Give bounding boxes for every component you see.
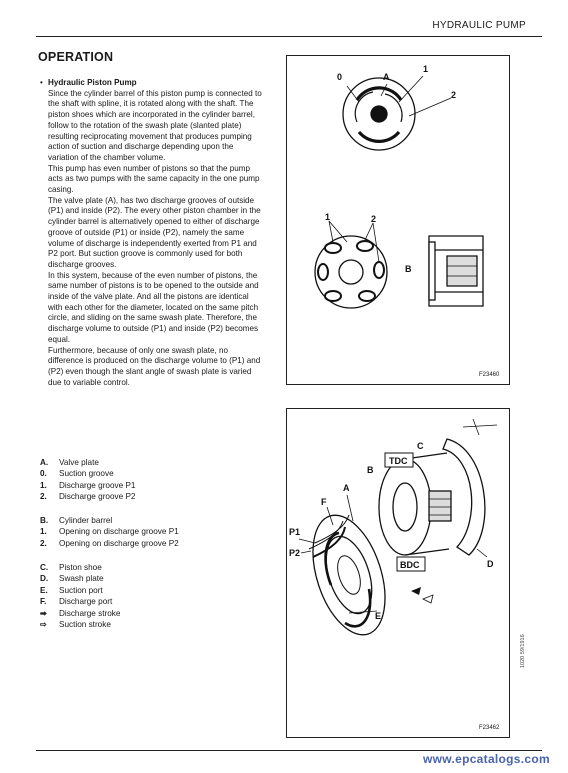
legend-label: Piston shoe: [59, 563, 102, 572]
legend-label: Valve plate: [59, 458, 99, 467]
legend-item: [40, 515, 270, 526]
fig1-label-barrel-2: 2: [371, 214, 377, 224]
paragraph: Since the cylinder barrel of this piston pump is connected to the shaft with spline, it is rotated along with the shaft. The piston shoes which are incorporated in the cylinder barrel, follow to the rotation of the swash plate (slanted plate) resulting reciprocating movement that produces pumping action of suction and discharge depending upon the variation of the chamber volume.: [48, 88, 262, 162]
swash-plate: [443, 419, 497, 557]
legend-key: F.: [40, 597, 47, 607]
legend-label: Suction port: [59, 585, 103, 595]
valve-plate-ring: [299, 506, 398, 644]
legend-label: Discharge stroke: [59, 608, 121, 618]
legend-item: [40, 491, 270, 502]
legend-label: Suction stroke: [59, 620, 111, 630]
legend-key: E.: [40, 585, 48, 595]
legend-key: 2.: [40, 492, 47, 502]
fig2-label-f: F: [321, 497, 327, 507]
body-text: [40, 78, 262, 388]
fig2-label-a: A: [343, 483, 350, 493]
legend-label: Discharge groove P2: [59, 492, 136, 502]
fig2-label-d: D: [487, 559, 494, 569]
valve-plate-disc: [343, 76, 451, 150]
legend-key: ⇨: [40, 620, 47, 630]
fig1-label-2: 2: [451, 90, 457, 100]
legend-label: Swash plate: [59, 574, 104, 584]
legend-key: ➡: [40, 608, 47, 618]
legend-key: B.: [40, 516, 49, 525]
figure-valve-plate: [286, 55, 510, 385]
legend-key: 1.: [40, 480, 47, 490]
legend-label: Opening on discharge groove P1: [59, 527, 179, 537]
legend-key: 1.: [40, 527, 47, 537]
legend-key: 0.: [40, 469, 47, 479]
legend-item: [40, 468, 270, 479]
header-rule: [36, 36, 542, 37]
legend-label: Discharge port: [59, 597, 113, 607]
legend-group-cylinder-barrel: [40, 515, 270, 549]
legend-label: Opening on discharge groove P2: [59, 538, 179, 548]
paragraph: In this system, because of the even number of pistons, the same number of pistons is to be opened to the outside and inside of the valve plate. And all the pistons are identical with each other for the diameter, located on the same pitch circle, and sliding on the same swash plate. Therefore, the discharge volume to outside (P1) and inside (P2) becomes equal.: [48, 270, 259, 344]
fig2-label-b: B: [367, 465, 374, 475]
figure1-code: F23460: [479, 372, 500, 378]
legend-item: [40, 573, 270, 584]
legend-key: C.: [40, 563, 49, 572]
fig1-label-0: 0: [337, 72, 343, 82]
legend-key: A.: [40, 458, 49, 467]
pump-assembly-drawing: [287, 409, 509, 737]
suction-arrow-icon: [423, 595, 433, 603]
legend-item: [40, 585, 270, 596]
legend-item: [40, 596, 270, 607]
legend-key: D.: [40, 574, 49, 584]
legend-item: [40, 608, 270, 619]
legend-label: Suction groove: [59, 469, 114, 479]
footer-rule: [36, 750, 542, 751]
legend-key: 2.: [40, 538, 47, 548]
legend-item: [40, 526, 270, 537]
legend-label: Discharge groove P1: [59, 480, 136, 490]
legend-item: [40, 480, 270, 491]
figure-pump-assembly: [286, 408, 510, 738]
legend-item: [40, 562, 270, 573]
fig2-label-bdc: BDC: [400, 560, 420, 570]
side-code: 1020 59/1916: [520, 634, 526, 668]
subheading: Hydraulic Piston Pump: [48, 78, 137, 87]
legend-label: Cylinder barrel: [59, 516, 113, 525]
legend-item: [40, 538, 270, 549]
fig2-label-e: E: [375, 611, 382, 621]
fig2-label-p2: P2: [289, 548, 301, 558]
paragraph: The valve plate (A), has two discharge grooves of outside (P1) and inside (P2). The every other piston chamber in the cylinder barrel is alternatively opened to either of discharge groove of outside (P1) or inside (P2), namely the same volume of discharge is independently exerted from P1 and P2 port. But suction groove is commonly used for both discharge grooves.: [48, 195, 261, 269]
bullet: •: [40, 78, 43, 87]
fig1-label-1: 1: [423, 64, 429, 74]
fig2-label-p1: P1: [289, 527, 301, 537]
fig1-label-b: B: [405, 264, 412, 274]
section-title: OPERATION: [38, 50, 114, 64]
legend-group-valve-plate: [40, 457, 270, 503]
cylinder-barrel-face: [315, 221, 387, 308]
paragraph: Furthermore, because of only one swash plate, no difference is produced on the discharge volume to (P1) and (P2) even though the slant angle of swash plate is varied due to variable control.: [48, 345, 261, 387]
fig2-label-tdc: TDC: [389, 456, 408, 466]
cylinder-barrel-side: [429, 236, 483, 306]
paragraph: This pump has even number of pistons so that the pump acts as two pumps with the same capacity in the one pump casing.: [48, 163, 260, 195]
cylinder-barrel-body: [379, 453, 451, 555]
page-header-title: HYDRAULIC PUMP: [432, 20, 526, 31]
discharge-arrow-icon: [411, 587, 421, 595]
valve-plate-drawing: [287, 56, 509, 384]
footer-watermark: www.epcatalogs.com: [423, 752, 550, 766]
fig1-label-barrel-1: 1: [325, 212, 331, 222]
legend-item: [40, 457, 270, 468]
figure2-code: F23462: [479, 725, 500, 731]
legend-group-pump-parts: [40, 562, 270, 630]
legend-item: [40, 619, 270, 630]
subheading-row: [40, 78, 262, 89]
fig1-label-a: A: [383, 72, 390, 82]
fig2-label-c: C: [417, 441, 424, 451]
